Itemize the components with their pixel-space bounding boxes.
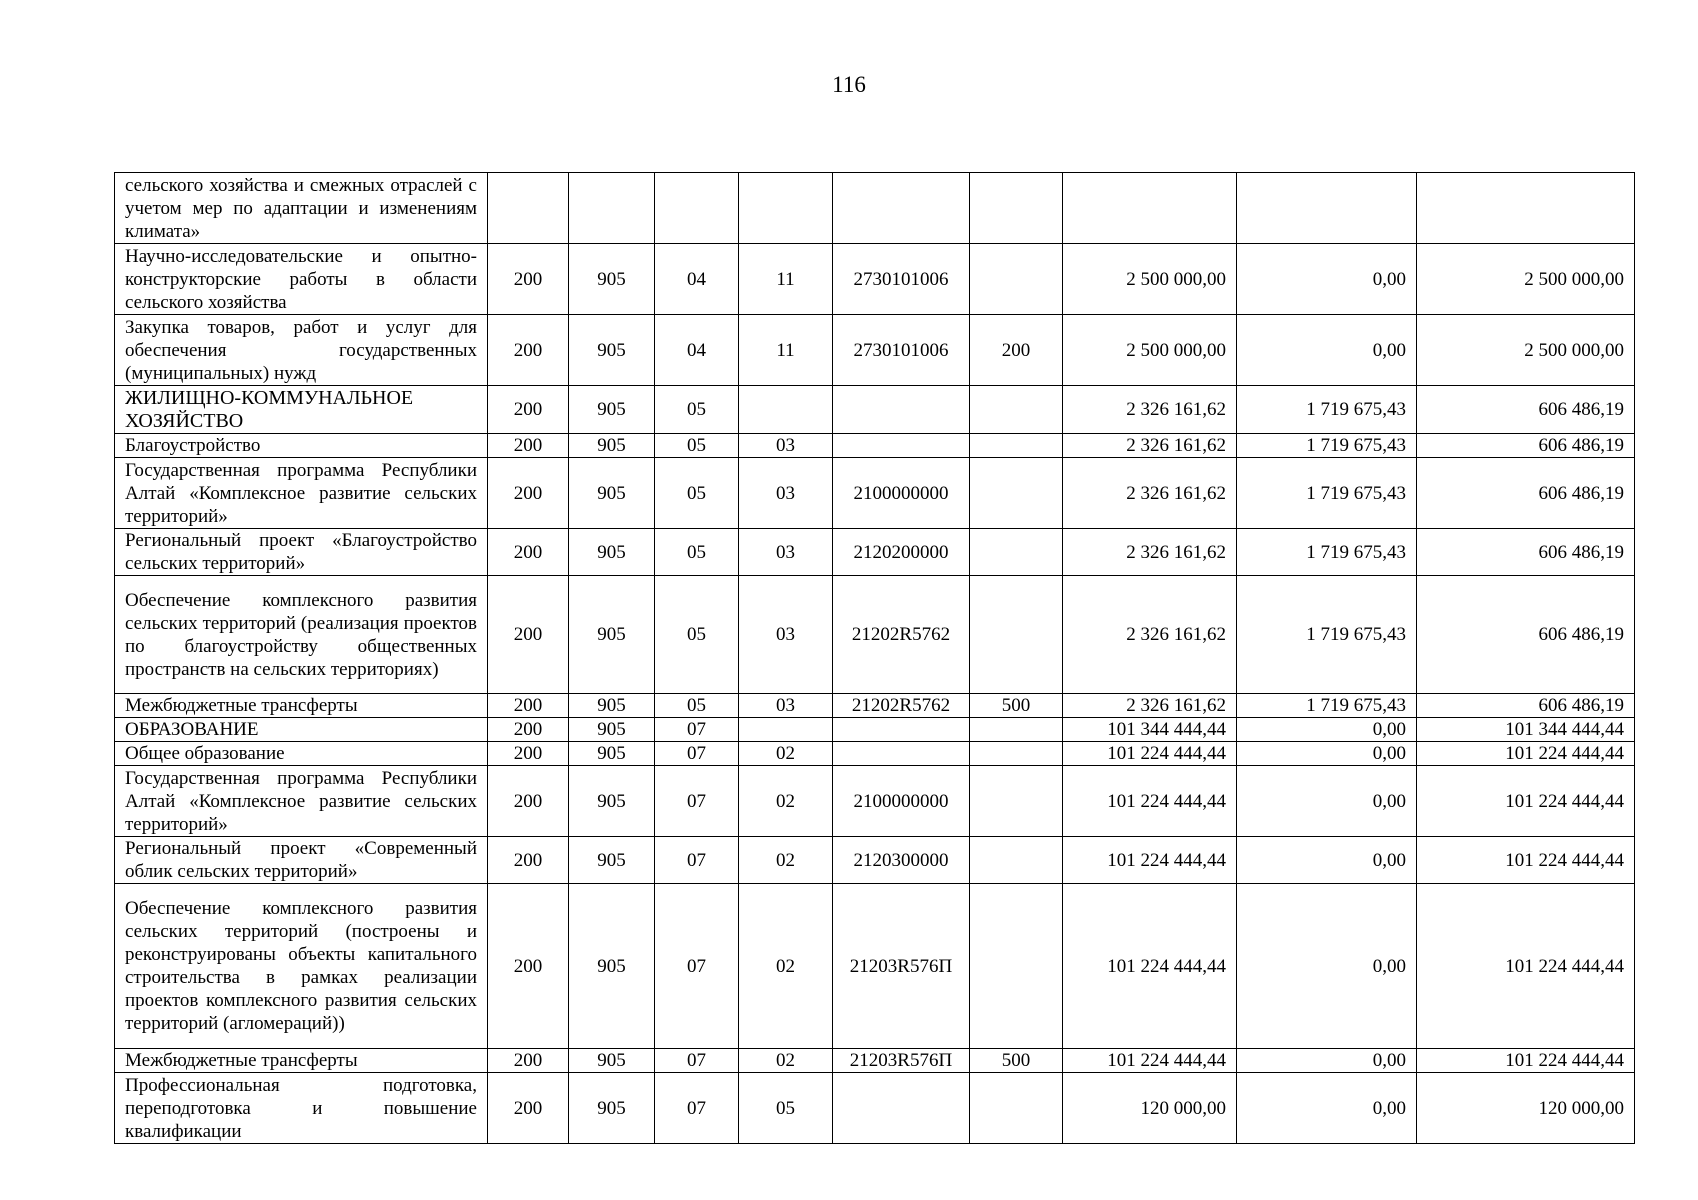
amount-3-cell: 606 486,19 [1417, 529, 1635, 576]
ministry-cell: 905 [569, 576, 655, 694]
subsection-cell: 11 [739, 315, 833, 386]
code-cell: 200 [488, 694, 569, 718]
amount-total-cell: 101 344 444,44 [1063, 718, 1237, 742]
expense-type-cell [970, 434, 1063, 458]
amount-2-cell: 0,00 [1237, 1073, 1417, 1144]
amount-2-cell: 0,00 [1237, 884, 1417, 1049]
ministry-cell: 905 [569, 1049, 655, 1073]
amount-2-cell: 0,00 [1237, 718, 1417, 742]
code-cell: 200 [488, 315, 569, 386]
section-cell [655, 173, 739, 244]
ministry-cell: 905 [569, 766, 655, 837]
table-row [115, 244, 1635, 315]
expense-type-cell [970, 386, 1063, 434]
table-row [115, 1049, 1635, 1073]
target-article-cell [833, 386, 970, 434]
amount-total-cell: 2 326 161,62 [1063, 694, 1237, 718]
amount-3-cell: 606 486,19 [1417, 576, 1635, 694]
expense-type-cell: 500 [970, 1049, 1063, 1073]
target-article-cell [833, 1073, 970, 1144]
table-row [115, 315, 1635, 386]
table-row [115, 718, 1635, 742]
amount-total-cell: 101 224 444,44 [1063, 742, 1237, 766]
amount-total-cell: 2 500 000,00 [1063, 315, 1237, 386]
amount-total-cell: 2 326 161,62 [1063, 529, 1237, 576]
amount-2-cell: 0,00 [1237, 766, 1417, 837]
subsection-cell: 02 [739, 1049, 833, 1073]
section-cell: 07 [655, 718, 739, 742]
amount-2-cell: 0,00 [1237, 1049, 1417, 1073]
amount-3-cell: 101 224 444,44 [1417, 742, 1635, 766]
target-article-cell: 21202R5762 [833, 576, 970, 694]
amount-3-cell: 606 486,19 [1417, 434, 1635, 458]
target-article-cell [833, 434, 970, 458]
subsection-cell [739, 718, 833, 742]
ministry-cell: 905 [569, 434, 655, 458]
amount-3-cell: 606 486,19 [1417, 458, 1635, 529]
section-cell: 05 [655, 386, 739, 434]
table-row [115, 173, 1635, 244]
ministry-cell: 905 [569, 742, 655, 766]
ministry-cell: 905 [569, 386, 655, 434]
section-cell: 07 [655, 742, 739, 766]
ministry-cell: 905 [569, 884, 655, 1049]
expense-type-cell [970, 884, 1063, 1049]
subsection-cell: 03 [739, 576, 833, 694]
table-row [115, 766, 1635, 837]
subsection-cell: 03 [739, 694, 833, 718]
target-article-cell: 2120200000 [833, 529, 970, 576]
amount-2-cell: 1 719 675,43 [1237, 434, 1417, 458]
expense-type-cell [970, 244, 1063, 315]
target-article-cell: 21203R576П [833, 884, 970, 1049]
amount-total-cell: 101 224 444,44 [1063, 884, 1237, 1049]
row-name: Межбюджетные трансферты [115, 1049, 488, 1073]
section-cell: 07 [655, 884, 739, 1049]
table-row [115, 458, 1635, 529]
code-cell: 200 [488, 576, 569, 694]
code-cell: 200 [488, 458, 569, 529]
amount-3-cell: 2 500 000,00 [1417, 315, 1635, 386]
row-name: ЖИЛИЩНО-КОММУНАЛЬНОЕ ХОЗЯЙСТВО [115, 386, 488, 434]
ministry-cell: 905 [569, 458, 655, 529]
code-cell [488, 173, 569, 244]
table-row [115, 837, 1635, 884]
amount-total-cell: 2 500 000,00 [1063, 244, 1237, 315]
row-name: ОБРАЗОВАНИЕ [115, 718, 488, 742]
amount-2-cell: 1 719 675,43 [1237, 386, 1417, 434]
table-row [115, 884, 1635, 1049]
code-cell: 200 [488, 884, 569, 1049]
amount-total-cell: 2 326 161,62 [1063, 458, 1237, 529]
section-cell: 04 [655, 315, 739, 386]
code-cell: 200 [488, 1049, 569, 1073]
table-row [115, 694, 1635, 718]
expense-type-cell [970, 576, 1063, 694]
section-cell: 05 [655, 434, 739, 458]
code-cell: 200 [488, 766, 569, 837]
amount-2-cell [1237, 173, 1417, 244]
amount-3-cell: 101 344 444,44 [1417, 718, 1635, 742]
amount-3-cell: 120 000,00 [1417, 1073, 1635, 1144]
ministry-cell [569, 173, 655, 244]
code-cell: 200 [488, 837, 569, 884]
table-row [115, 386, 1635, 434]
ministry-cell: 905 [569, 244, 655, 315]
expense-type-cell [970, 529, 1063, 576]
ministry-cell: 905 [569, 837, 655, 884]
row-name: Межбюджетные трансферты [115, 694, 488, 718]
target-article-cell: 2100000000 [833, 458, 970, 529]
ministry-cell: 905 [569, 315, 655, 386]
target-article-cell [833, 173, 970, 244]
target-article-cell [833, 742, 970, 766]
subsection-cell: 02 [739, 766, 833, 837]
table-row [115, 529, 1635, 576]
ministry-cell: 905 [569, 694, 655, 718]
section-cell: 07 [655, 837, 739, 884]
code-cell: 200 [488, 529, 569, 576]
amount-2-cell: 1 719 675,43 [1237, 529, 1417, 576]
row-name: Общее образование [115, 742, 488, 766]
subsection-cell [739, 386, 833, 434]
section-cell: 05 [655, 458, 739, 529]
section-cell: 04 [655, 244, 739, 315]
row-name: сельского хозяйства и смежных отраслей с учетом мер по адаптации и изменениям климата» [115, 173, 488, 244]
expense-type-cell [970, 458, 1063, 529]
code-cell: 200 [488, 386, 569, 434]
amount-2-cell: 0,00 [1237, 244, 1417, 315]
subsection-cell: 02 [739, 884, 833, 1049]
table-row [115, 576, 1635, 694]
row-name: Государственная программа Республики Алтай «Комплексное развитие сельских территорий» [115, 458, 488, 529]
budget-table [114, 172, 1635, 1144]
expense-type-cell [970, 837, 1063, 884]
target-article-cell: 2730101006 [833, 315, 970, 386]
amount-3-cell: 606 486,19 [1417, 694, 1635, 718]
amount-2-cell: 0,00 [1237, 837, 1417, 884]
subsection-cell: 03 [739, 434, 833, 458]
expense-type-cell [970, 173, 1063, 244]
amount-2-cell: 1 719 675,43 [1237, 694, 1417, 718]
table-row [115, 742, 1635, 766]
code-cell: 200 [488, 718, 569, 742]
subsection-cell: 11 [739, 244, 833, 315]
expense-type-cell: 200 [970, 315, 1063, 386]
row-name: Региональный проект «Благоустройство сельских территорий» [115, 529, 488, 576]
row-name: Закупка товаров, работ и услуг для обеспечения государственных (муниципальных) нужд [115, 315, 488, 386]
expense-type-cell: 500 [970, 694, 1063, 718]
row-name: Государственная программа Республики Алтай «Комплексное развитие сельских территорий» [115, 766, 488, 837]
amount-total-cell: 120 000,00 [1063, 1073, 1237, 1144]
amount-2-cell: 1 719 675,43 [1237, 458, 1417, 529]
target-article-cell: 2730101006 [833, 244, 970, 315]
expense-type-cell [970, 718, 1063, 742]
ministry-cell: 905 [569, 718, 655, 742]
target-article-cell: 21203R576П [833, 1049, 970, 1073]
target-article-cell: 21202R5762 [833, 694, 970, 718]
expense-type-cell [970, 1073, 1063, 1144]
section-cell: 05 [655, 529, 739, 576]
amount-total-cell: 101 224 444,44 [1063, 1049, 1237, 1073]
amount-3-cell: 101 224 444,44 [1417, 766, 1635, 837]
subsection-cell: 02 [739, 742, 833, 766]
subsection-cell: 03 [739, 458, 833, 529]
row-name: Обеспечение комплексного развития сельских территорий (построены и реконструированы объекты капитального строительства в рамках реализации проектов комплексного развития сельских территорий (агломераций)) [115, 884, 488, 1049]
amount-3-cell [1417, 173, 1635, 244]
code-cell: 200 [488, 1073, 569, 1144]
table-row [115, 1073, 1635, 1144]
expense-type-cell [970, 766, 1063, 837]
subsection-cell: 03 [739, 529, 833, 576]
amount-total-cell: 2 326 161,62 [1063, 576, 1237, 694]
expense-type-cell [970, 742, 1063, 766]
row-name: Профессиональная подготовка, переподготовка и повышение квалификации [115, 1073, 488, 1144]
amount-3-cell: 101 224 444,44 [1417, 837, 1635, 884]
page-number: 116 [832, 72, 866, 97]
table-row [115, 434, 1635, 458]
amount-2-cell: 0,00 [1237, 315, 1417, 386]
amount-3-cell: 101 224 444,44 [1417, 1049, 1635, 1073]
row-name: Научно-исследовательские и опытно-конструкторские работы в области сельского хозяйства [115, 244, 488, 315]
target-article-cell: 2120300000 [833, 837, 970, 884]
ministry-cell: 905 [569, 529, 655, 576]
amount-total-cell [1063, 173, 1237, 244]
amount-total-cell: 101 224 444,44 [1063, 766, 1237, 837]
section-cell: 07 [655, 1073, 739, 1144]
section-cell: 05 [655, 694, 739, 718]
amount-2-cell: 1 719 675,43 [1237, 576, 1417, 694]
section-cell: 07 [655, 1049, 739, 1073]
amount-2-cell: 0,00 [1237, 742, 1417, 766]
amount-3-cell: 606 486,19 [1417, 386, 1635, 434]
ministry-cell: 905 [569, 1073, 655, 1144]
amount-total-cell: 2 326 161,62 [1063, 434, 1237, 458]
section-cell: 05 [655, 576, 739, 694]
subsection-cell: 02 [739, 837, 833, 884]
row-name: Благоустройство [115, 434, 488, 458]
row-name: Региональный проект «Современный облик сельских территорий» [115, 837, 488, 884]
amount-3-cell: 101 224 444,44 [1417, 884, 1635, 1049]
subsection-cell [739, 173, 833, 244]
row-name: Обеспечение комплексного развития сельских территорий (реализация проектов по благоустройству общественных пространств на сельских территориях) [115, 576, 488, 694]
target-article-cell: 2100000000 [833, 766, 970, 837]
code-cell: 200 [488, 434, 569, 458]
amount-total-cell: 2 326 161,62 [1063, 386, 1237, 434]
subsection-cell: 05 [739, 1073, 833, 1144]
section-cell: 07 [655, 766, 739, 837]
code-cell: 200 [488, 742, 569, 766]
code-cell: 200 [488, 244, 569, 315]
target-article-cell [833, 718, 970, 742]
amount-3-cell: 2 500 000,00 [1417, 244, 1635, 315]
amount-total-cell: 101 224 444,44 [1063, 837, 1237, 884]
